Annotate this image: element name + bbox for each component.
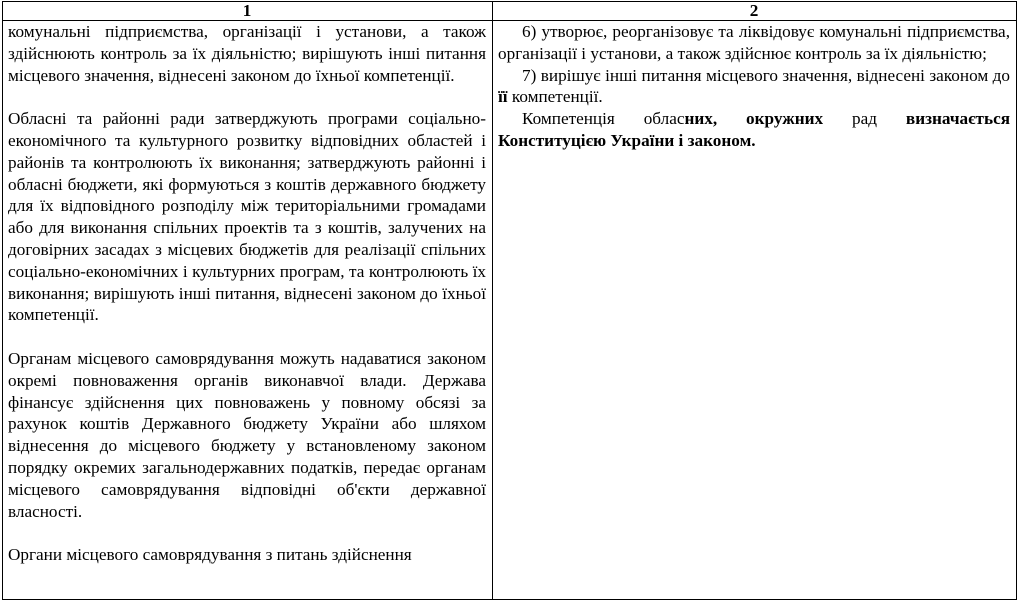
final-part-2: них, окружних — [684, 109, 824, 129]
left-paragraph-2: Обласні та районні ради затверджують програми соціально-економічного та культурного розвитку відповідних областей і районів та контролюють їх виконання; затверджують районні і обласні бюджети, які формуються з коштів державного бюджету для їх відповідного розподілу між територіальними громадами або для виконання спільних проектів та з коштів, залучених на договірних засадах з місцевих бюджетів для реалізації спільних соціально-економічних і культурних програм, та контролюють їх виконання; вирішують інші питання, віднесені законом до їхньої компетенції. — [8, 109, 486, 325]
column-header-2: 2 — [493, 2, 1017, 21]
column-header-1: 1 — [3, 2, 493, 21]
item-7-end: компетенції. — [507, 87, 603, 107]
final-part-1: Компетенція облас — [522, 109, 685, 129]
left-column-cell — [3, 21, 493, 600]
right-column-text — [498, 21, 1010, 599]
left-column-text — [8, 21, 486, 599]
content-row — [3, 21, 1017, 600]
left-paragraph-3: Органам місцевого самоврядування можуть надаватися законом окремі повноваження органів виконавчої влади. Держава фінансує здійснення цих повноважень у повному обсязі за рахунок коштів Державного бюджету України або шляхом віднесення до місцевого бюджету у встановленому законом порядку окремих загальнодержавних податків, передає органам місцевого самоврядування відповідні об'єкти державної власності. — [8, 348, 486, 521]
item-7-bold: її — [498, 87, 508, 107]
right-final-paragraph — [498, 108, 1010, 152]
right-item-6: 6) утворює, реорганізовує та ліквідовує комунальні підприємства, організації і установи, а також здійснює контроль за їх діяльністю; — [498, 22, 1010, 63]
final-part-3: рад — [823, 109, 906, 129]
comparison-table — [2, 1, 1017, 600]
right-column-cell — [493, 21, 1017, 600]
item-7-text: 7) вирішує інші питання місцевого значення, віднесені законом до — [522, 65, 1010, 85]
left-paragraph-4: Органи місцевого самоврядування з питань здійснення — [8, 545, 412, 565]
header-row — [3, 2, 1017, 21]
left-paragraph-1: комунальні підприємства, організації і установи, а також здійснюють контроль за їх діяльністю; вирішують інші питання місцевого значення, віднесені законом до їхньої компетенції. — [8, 22, 486, 85]
final-part-4: визначається Конституцією України і законом. — [498, 109, 1010, 150]
right-item-7 — [498, 65, 1010, 109]
